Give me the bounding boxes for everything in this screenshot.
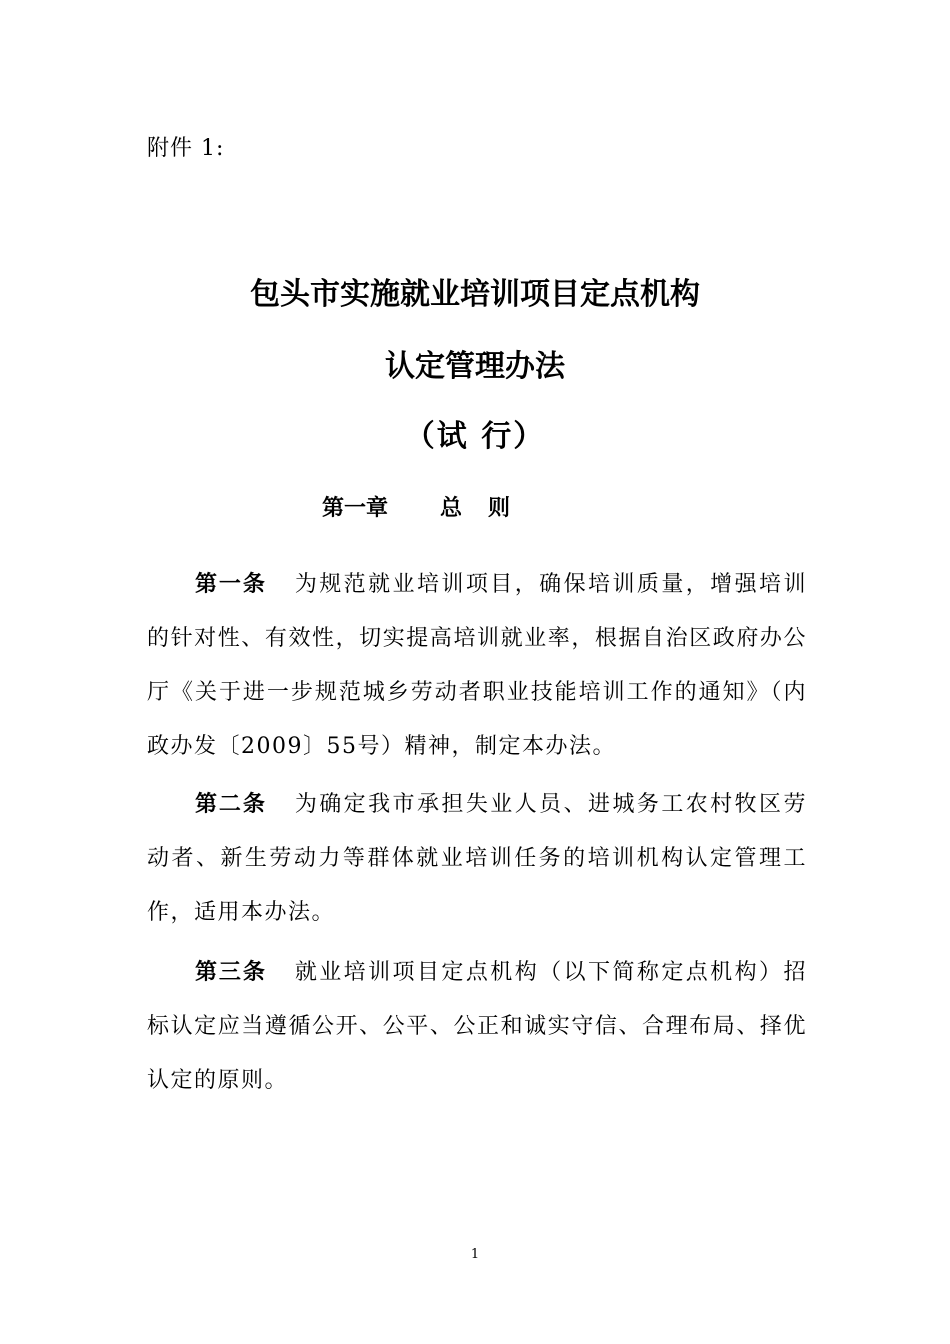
- article-3-text: 就业培训项目定点机构（以下简称定点机构）招标认定应当遵循公开、公平、公正和诚实守信、合理布局、择优认定的原则。: [147, 960, 807, 1093]
- title-line-1: 包头市实施就业培训项目定点机构: [250, 277, 700, 312]
- article-3: [147, 946, 807, 1108]
- article-1-text: 为规范就业培训项目，确保培训质量，增强培训的针对性、有效性，切实提高培训就业率，根据自治区政府办公厅《关于进一步规范城乡劳动者职业技能培训工作的通知》（内政办发〔2009〕55号）精神，制定本办法。: [147, 572, 807, 759]
- attachment-label: 附件 1:: [147, 136, 225, 161]
- article-2-text: 为确定我市承担失业人员、进城务工农村牧区劳动者、新生劳动力等群体就业培训任务的培训机构认定管理工作，适用本办法。: [147, 792, 807, 925]
- title-line-3: （试 行）: [404, 419, 546, 454]
- chapter-number: 第一章: [322, 496, 389, 521]
- page-number: 1: [470, 1247, 480, 1262]
- title-line-2: 认定管理办法: [385, 349, 565, 384]
- chapter-name-char-2: 则: [488, 496, 511, 521]
- chapter-heading: [322, 492, 510, 526]
- article-1-label: 第一条: [195, 572, 267, 597]
- article-2: [147, 778, 807, 940]
- article-1: [147, 558, 807, 774]
- article-2-label: 第二条: [195, 792, 267, 817]
- article-3-label: 第三条: [195, 960, 267, 985]
- chapter-name-char-1: 总: [440, 496, 463, 521]
